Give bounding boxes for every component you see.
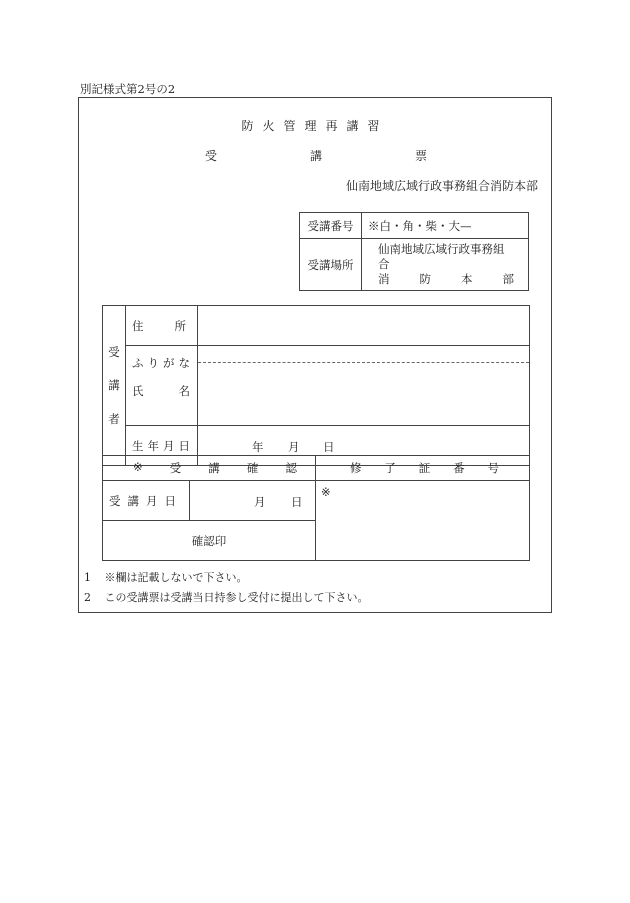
certificate-mark: ※	[321, 485, 331, 499]
label-char: 講	[127, 493, 139, 508]
confirmation-stamp-label: 確認印	[191, 533, 227, 548]
note-text: この受講票は受講当日持参し受付に提出して下さい。	[104, 591, 369, 604]
label-char: が	[163, 356, 175, 370]
side-char: 者	[108, 411, 120, 426]
label-char: 生	[132, 438, 144, 453]
name-label	[126, 346, 198, 426]
note-number: 1	[84, 571, 91, 584]
certificate-number-field[interactable]	[316, 481, 530, 561]
organization-name: 仙南地域広域行政事務組合消防本部	[346, 179, 539, 193]
label-char: 名	[178, 384, 190, 398]
note-2	[84, 592, 369, 603]
attendance-date-field[interactable]	[190, 481, 316, 521]
location-char: 本	[461, 272, 473, 286]
label-char: 日	[178, 438, 190, 453]
date-day-unit: 日	[291, 495, 303, 509]
birth-month-unit: 月	[288, 440, 300, 454]
header-char: 号	[487, 461, 499, 475]
furigana-divider	[198, 362, 529, 363]
label-char: 月	[146, 493, 158, 508]
note-1	[84, 572, 248, 583]
location-line-2	[378, 272, 514, 287]
location-char: 防	[419, 272, 431, 286]
label-char: 住	[132, 318, 144, 333]
registration-table	[299, 212, 529, 291]
label-char: 所	[174, 318, 186, 333]
confirmation-stamp-field[interactable]	[103, 521, 316, 561]
date-month-unit: 月	[254, 495, 266, 509]
ticket-title-char: 受	[205, 149, 218, 163]
label-char: ふ	[132, 356, 144, 370]
header-char: 了	[384, 461, 396, 475]
registration-location-value	[362, 239, 529, 291]
side-char: 講	[108, 378, 120, 393]
label-char: 氏	[132, 384, 144, 398]
attendance-confirm-header	[103, 456, 316, 481]
certificate-number-header	[316, 456, 530, 481]
label-char: 年	[147, 438, 159, 453]
birth-year-unit: 年	[252, 440, 264, 454]
student-table	[102, 305, 530, 466]
note-text: ※欄は記載しないで下さい。	[104, 571, 248, 584]
registration-number-label: 受講番号	[300, 213, 362, 239]
side-char: 受	[108, 345, 120, 360]
location-char: 消	[378, 272, 390, 286]
confirmation-table	[102, 455, 530, 561]
header-char: 講	[208, 461, 220, 475]
location-char: 部	[502, 272, 514, 286]
label-char: り	[147, 356, 159, 370]
header-char: 受	[169, 461, 182, 475]
note-number: 2	[84, 591, 91, 604]
label-char: 受	[109, 493, 121, 508]
ticket-title-char: 講	[310, 149, 323, 163]
name-field[interactable]	[198, 346, 530, 426]
location-line-1: 仙南地域広域行政事務組合	[378, 242, 505, 271]
header-char: 証	[418, 461, 431, 475]
registration-number-value: ※白・角・柴・大—	[362, 213, 529, 239]
ticket-title-char: 票	[415, 149, 428, 163]
address-label	[126, 306, 198, 346]
header-char: 確	[246, 461, 259, 475]
birth-day-unit: 日	[323, 440, 335, 454]
label-char: な	[178, 356, 190, 370]
form-title: 防火管理再講習	[241, 119, 389, 133]
header-char: 修	[350, 461, 362, 475]
label-char: 日	[164, 493, 176, 508]
header-char: 認	[285, 461, 297, 475]
address-field[interactable]	[198, 306, 530, 346]
label-char: 月	[163, 438, 175, 453]
attendance-date-label	[103, 481, 190, 521]
header-char: ※	[133, 460, 143, 474]
header-char: 番	[453, 461, 465, 475]
registration-location-label: 受講場所	[300, 239, 362, 291]
form-id: 別記様式第2号の2	[80, 82, 176, 96]
student-side-label	[103, 306, 126, 466]
